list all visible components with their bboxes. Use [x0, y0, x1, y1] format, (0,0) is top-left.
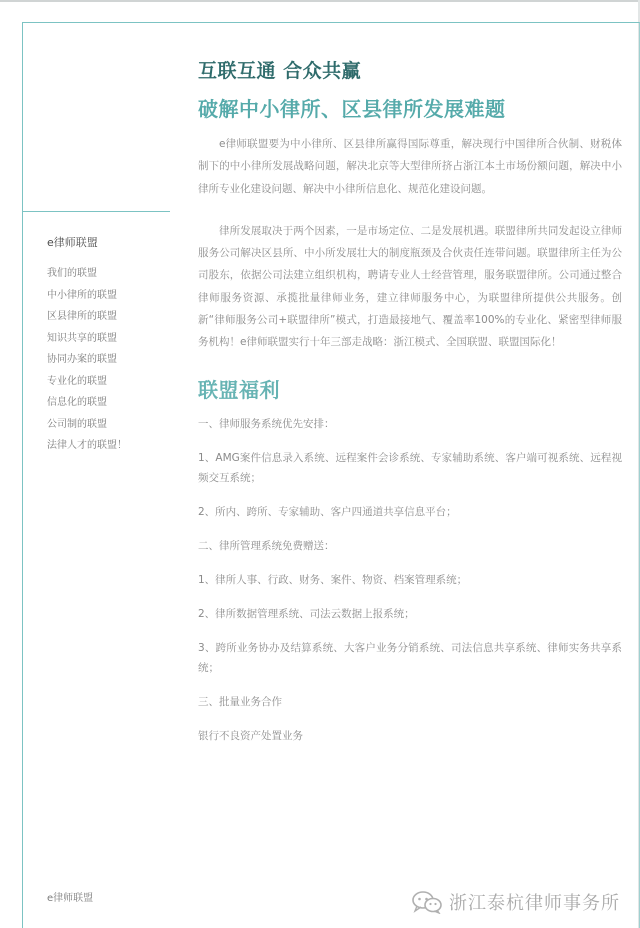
- benefit-item: 2、律所数据管理系统、司法云数据上报系统；: [198, 607, 415, 620]
- sidebar-item-legal-talent: 法律人才的联盟！: [47, 440, 127, 451]
- development-paragraph: 律所发展取决于两个因素，一是市场定位、二是发展机遇。联盟律所共同发起设立律师服务公司解决区县所、中小所发展壮大的制度瓶颈及合伙责任连带问题。联盟律所主任为公司股东，依据公司法建立组织机构，聘请专业人士经营管理，服务联盟律所。公司通过整合律师服务资源、承揽批量律师业务，建立律师服务中心，为联盟律所提供公共服务。创新“律师服务公司+联盟律所”模式，打造最接地气、覆盖率100%的专业化、紧密型律师服务机构！e律师联盟实行十年三部走战略：浙江模式、全国联盟、联盟国际化！: [198, 224, 622, 349]
- benefit-section-1: 一、律师服务系统优先安排：: [198, 417, 335, 430]
- watermark-text: 浙江泰杭律师事务所: [449, 893, 620, 914]
- benefit-item: 银行不良资产处置业务: [198, 729, 303, 742]
- benefit-section-2: 二、律所管理系统免费赠送：: [198, 539, 335, 552]
- intro-paragraph: e律师联盟要为中小律所、区县律所赢得国际尊重，解决现行中国律所合伙制、财税体制下的中小律所发展战略问题，解决北京等大型律所挤占浙江本土市场份额问题，解决中小律所专业化建设问题、解决中小律所信息化、规范化建设问题。: [198, 138, 622, 195]
- sidebar-item-small-firms: 中小律所的联盟: [47, 289, 117, 301]
- page-subtitle: 破解中小律所、区县律所发展难题: [198, 97, 506, 121]
- benefit-item: 1、律所人事、行政、财务、案件、物资、档案管理系统；: [198, 573, 468, 586]
- sidebar-item-our-alliance: 我们的联盟: [47, 268, 97, 279]
- sidebar-item-collaboration: 协同办案的联盟: [47, 354, 117, 365]
- page-title: 互联互通 合众共赢: [198, 60, 362, 82]
- sidebar-item-specialization: 专业化的联盟: [47, 375, 107, 387]
- sidebar-item-informatization: 信息化的联盟: [47, 397, 107, 408]
- wechat-icon: [411, 890, 443, 914]
- sidebar-title: e律师联盟: [47, 236, 98, 249]
- sidebar-footer: e律师联盟: [47, 893, 94, 904]
- main-content: [198, 58, 622, 760]
- sidebar-item-county-firms: 区县律所的联盟: [47, 311, 117, 322]
- page-top-edge: [0, 0, 640, 2]
- watermark: [411, 889, 620, 915]
- sidebar-item-corporate: 公司制的联盟: [47, 418, 107, 430]
- benefit-item: 3、跨所业务协办及结算系统、大客户业务分销系统、司法信息共享系统、律师实务共享系统；: [198, 641, 622, 674]
- benefits-title: 联盟福利: [198, 377, 280, 402]
- benefits-list: [198, 414, 622, 746]
- sidebar: [47, 236, 167, 457]
- sidebar-item-knowledge-sharing: 知识共享的联盟: [47, 332, 117, 344]
- sidebar-divider: [22, 211, 170, 212]
- benefit-section-3: 三、批量业务合作: [198, 695, 282, 708]
- benefit-item: 2、所内、跨所、专家辅助、客户四通道共享信息平台；: [198, 505, 457, 518]
- benefit-item: 1、AMG案件信息录入系统、远程案件会诊系统、专家辅助系统、客户端可视系统、远程视频交互系统；: [198, 451, 622, 484]
